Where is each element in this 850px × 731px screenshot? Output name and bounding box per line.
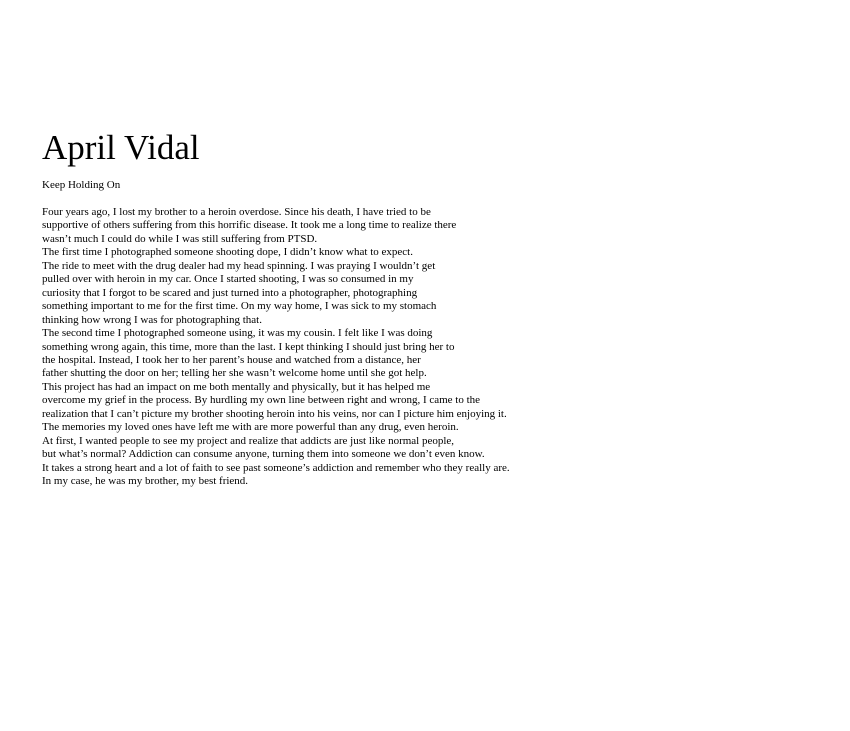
essay-line: The memories my loved ones have left me with are more powerful than any drug, even heroin. <box>42 421 459 434</box>
essay-line: In my case, he was my brother, my best friend. <box>42 475 249 488</box>
essay-line: supportive of others suffering from this horrific disease. It took me a long time to realize there <box>42 219 457 232</box>
essay-line: but what’s normal? Addiction can consume anyone, turning them into someone we don’t even know. <box>42 448 485 461</box>
essay-body <box>42 206 832 489</box>
document-page <box>42 126 832 489</box>
essay-line: The second time I photographed someone using, it was my cousin. I felt like I was doing <box>42 327 433 340</box>
essay-line: This project has had an impact on me both mentally and physically, but it has helped me <box>42 380 431 393</box>
essay-line: The first time I photographed someone shooting dope, I didn’t know what to expect. <box>42 246 413 259</box>
essay-line: pulled over with heroin in my car. Once I started shooting, I was so consumed in my <box>42 273 414 286</box>
essay-title: Keep Holding On <box>42 179 121 191</box>
essay-line: something important to me for the first time. On my way home, I was sick to my stomach <box>42 300 437 313</box>
essay-line: something wrong again, this time, more than the last. I kept thinking I should just bring her to <box>42 340 455 353</box>
essay-line: realization that I can’t picture my brother shooting heroin into his veins, nor can I picture him enjoying it. <box>42 407 507 420</box>
essay-line: thinking how wrong I was for photographing that. <box>42 313 262 326</box>
essay-line: father shutting the door on her; telling her she wasn’t welcome home until she got help. <box>42 367 427 380</box>
author-heading: April Vidal <box>42 128 200 167</box>
essay-line: the hospital. Instead, I took her to her parent’s house and watched from a distance, her <box>42 353 421 366</box>
essay-line: At first, I wanted people to see my project and realize that addicts are just like normal people, <box>42 434 455 447</box>
essay-line: curiosity that I forgot to be scared and just turned into a photographer, photographing <box>42 286 418 299</box>
essay-line: Four years ago, I lost my brother to a heroin overdose. Since his death, I have tried to be <box>42 206 431 218</box>
essay-line: It takes a strong heart and a lot of faith to see past someone’s addiction and remember who they really are. <box>42 461 510 474</box>
essay-line: wasn’t much I could do while I was still suffering from PTSD. <box>42 232 318 245</box>
essay-line: overcome my grief in the process. By hurdling my own line between right and wrong, I came to the <box>42 394 481 407</box>
essay-line: The ride to meet with the drug dealer had my head spinning. I was praying I wouldn’t get <box>42 259 436 272</box>
